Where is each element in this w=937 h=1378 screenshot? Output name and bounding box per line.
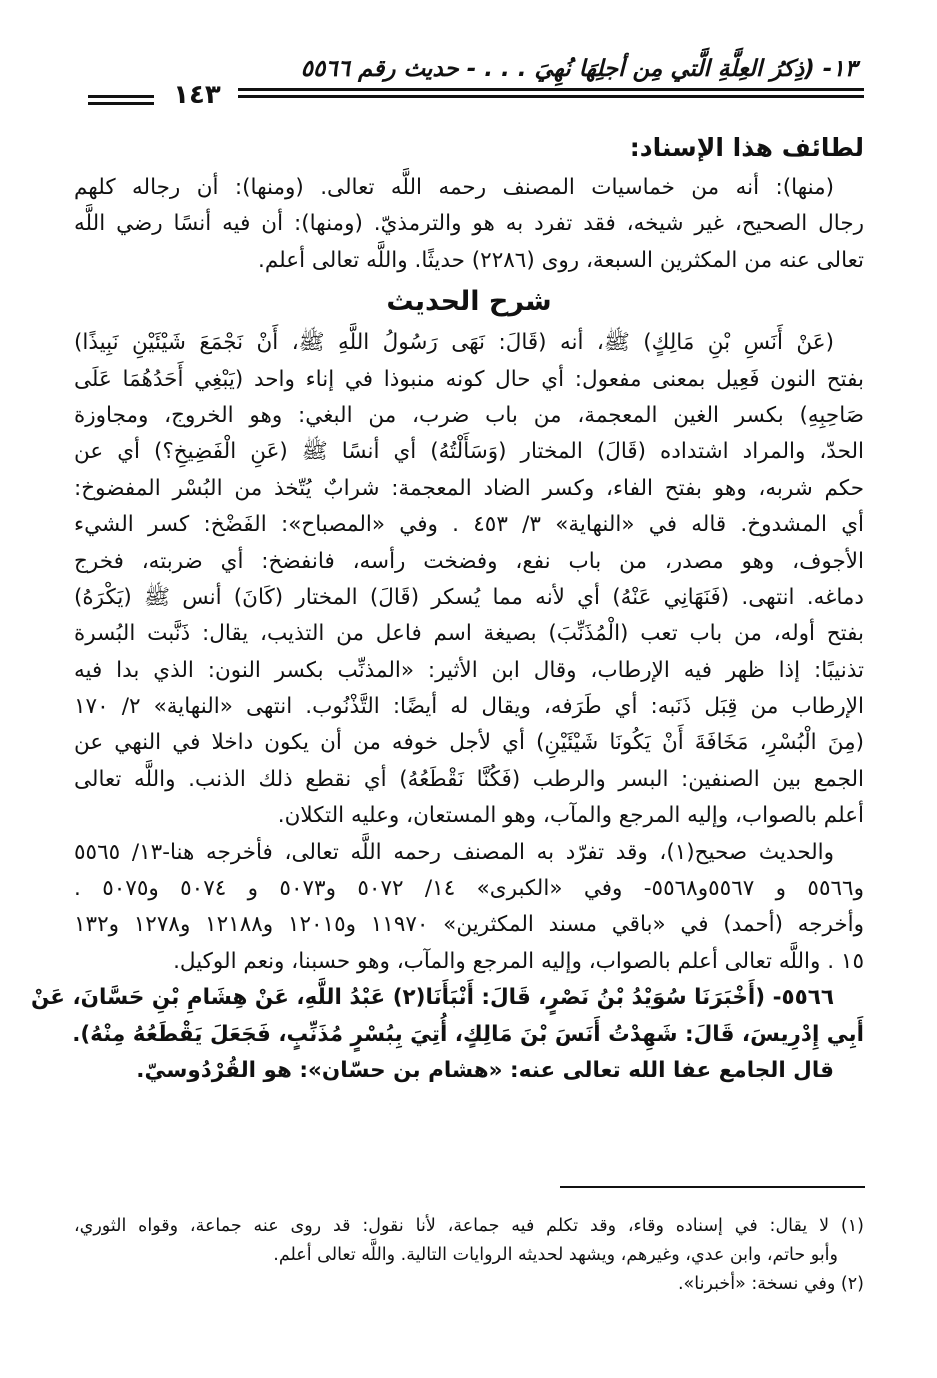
page-number-rule-bottom (88, 102, 154, 105)
text-line: الحدّ، والمراد اشتداده (قَالَ) المختار (وَسَأَلْتُهُ) أي أنسًا ﷺ (عَنِ الْفَضِيخِ؟) أي عن (74, 439, 864, 465)
main-text (30, 126, 865, 1089)
header-rule-bottom (238, 95, 864, 98)
footnote-line: (١) لا يقال: في إسناده وقاء، وقد تكلم فيه جماعة، لأنا نقول: قد روى عنه جماعة، وقواه الثوري، (74, 1216, 864, 1236)
text-line: (عَنْ أَنَسِ بْنِ مَالِكٍ) ﷺ، أنه (قَالَ: نَهَى رَسُولُ اللَّهِ ﷺ، أَنْ نَجْمَعَ شَيْئَيْنِ نَبِيذًا) (74, 330, 834, 356)
page-number-rule-top (88, 95, 154, 98)
text-line: و٥٥٦٦ و ٥٥٦٧و٥٥٦٨- وفي «الكبرى» ١٤/ ٥٠٧٢ و٥٠٧٣ و ٥٠٧٤ و٥٠٧٥ . (74, 876, 864, 902)
text-line: تعالى عنه من المكثرين السبعة، روى (٢٢٨٦) حديثًا. واللَّه تعالى أعلم. (257, 247, 864, 273)
footnote-rule (560, 1186, 865, 1188)
footnote-line: وأبو حاتم، وابن عدي، وغيرهم، ويشهد لحديثه الروايات التالية. واللَّه تعالى أعلم. (273, 1245, 838, 1265)
text-line: دماغه. انتهى. (فَنَهَانِي عَنْهُ) أي لأنه مما يُسكر (قَالَ) المختار (كَانَ) أنس ﷺ (يَكْرَهُ) (74, 584, 864, 610)
text-line: الجمع بين الصنفين: البسر والرطب (فَكُنَّا نَقْطَعُهُ) أي نقطع ذلك الذنب. واللَّه تعالى (74, 766, 864, 792)
text-line: ١٥ . واللَّه تعالى أعلم بالصواب، وإليه المرجع والمآب، وهو حسبنا، ونعم الوكيل. (173, 948, 864, 974)
hadith-line: ٥٥٦٦- (أَخْبَرَنَا سُوَيْدُ بْنُ نَصْرٍ، قَالَ: أَنْبَأَنَا(٢) عَبْدُ اللَّهِ، عَنْ هِشَامِ بْنِ حَسَّانَ، عَنْ (30, 985, 834, 1011)
text-line: تذنيبًا: إذا ظهر فيه الإرطاب، وقال ابن الأثير: «المذنِّب بكسر النون: الذي بدا فيه (74, 657, 864, 683)
page-number: ١٤٣ (173, 80, 221, 110)
header-rule-top (238, 88, 864, 91)
running-head: ١٣- (ذِكرُ العِلَّةِ الَّتي مِن أجلِهَا نُهِيَ . . . - حديث رقم ٥٥٦٦ (300, 56, 857, 82)
text-line: حكم شربه، وهو بفتح الفاء، وكسر الضاد المعجمة: شرابٌ يُتّخذ من البُسْر المفضوخ: (74, 475, 864, 501)
text-line: (منها): أنه من خماسيات المصنف رحمه اللَّه تعالى. (ومنها): أن رجاله كلهم (74, 175, 834, 200)
compiler-note: قال الجامع عفا الله تعالى عنه: «هشام بن حسّان»: هو القُرْدُوسيّ. (136, 1057, 834, 1083)
footnotes (74, 1212, 864, 1299)
text-line: صَاحِبِهِ) بكسر الغين المعجمة، من باب ضرب، من البغي: وهو الخروج، ومجاوزة (74, 402, 864, 428)
text-line: أعلم بالصواب، وإليه المرجع والمآب، وهو المستعان، وعليه التكلان. (277, 803, 864, 829)
text-line: بفتح أوله، من باب تعب (الْمُذَنِّبَ) بصيغة اسم فاعل من التذيب، يقال: ذَنَّبت البُسرة (74, 621, 864, 647)
text-line: والحديث صحيح(١)، وقد تفرّد به المصنف رحمه اللَّه تعالى، فأخرجه هنا-١٣/ ٥٥٦٥ (74, 839, 835, 865)
lataif-heading: لطائف هذا الإسناد: (629, 133, 864, 162)
text-line: أي المشدوخ. قاله في «النهاية» ٣/ ٤٥٣ . وفي «المصباح»: الفَضْخ: كسر الشيء (74, 512, 865, 538)
sharh-heading: شرح الحديث (386, 286, 552, 318)
text-line: الإرطاب من قِبَل ذَنَبه: أي طَرَفه، ويقال له أيضًا: التَّذْنُوب. انتهى «النهاية» ٢/ ١٧٠ (74, 694, 865, 720)
text-line: (مِنَ الْبُسْرِ، مَخَافَةَ أَنْ يَكُونَا شَيْئَيْنِ) أي لأجل خوفه من أن يكون داخلا في النهي عن (74, 730, 864, 756)
footnote-line: (٢) وفي نسخة: «أخبرنا». (677, 1274, 864, 1294)
text-line: رجال الصحيح، غير شيخه، فقد تفرد به هو والترمذيّ. (ومنها): أن فيه أنسًا رضي اللَّه (74, 211, 864, 237)
text-line: الأجوف، وهو مصدر، من باب نفع، وفضخت رأسه، فانفضخ: أي ضربته، فخرج (74, 548, 864, 574)
hadith-line: أَبِي إِدْرِيسَ، قَالَ: شَهِدْتُ أَنَسَ بْنَ مَالِكٍ، أُتِيَ بِبُسْرٍ مُذَنِّبٍ، فَجَعَلَ يَقْطَعُهُ مِنْهُ). (72, 1021, 864, 1047)
text-line: وأخرجه (أحمد) في «باقي مسند المكثرين» ١١٩٧٠ و١٢٠١٥ و١٢١٨٨ و١٢٧٨ و١٣٢ (74, 912, 865, 938)
text-line: بفتح النون فَعِيل بمعنى مفعول: أي حال كونه منبوذا في إناء واحد (يَبْغِي أَحَدُهُمَا عَلَى (74, 366, 864, 392)
